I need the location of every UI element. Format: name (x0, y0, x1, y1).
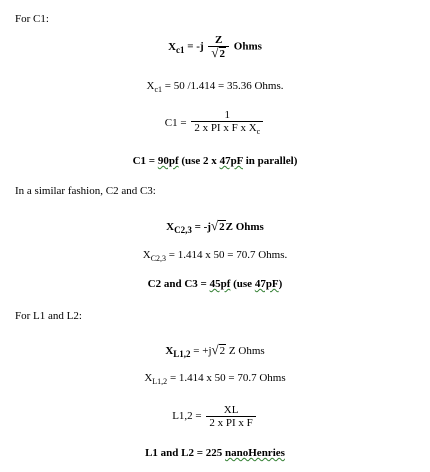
equation-xc23-formula: $X_{C2,3} = -j√2Z$ Ohms (166, 218, 264, 235)
equation-xl12-formula: $X_{L1,2} = +j√2$ Z Ohms (165, 342, 265, 359)
unit-ohms: Ohms (233, 40, 262, 53)
c2-c3-result: C2 and C3 = 45pf (use 47pF) (147, 278, 283, 290)
equation-l12-formula: L1,2 = $\frac{XL}{\text{2 x PI x F}}$ (0, 404, 430, 429)
l1-l2-result: L1 and L2 = 225 nanoHenries (145, 447, 285, 459)
heading-for-c1: For C1: (15, 13, 49, 25)
c1-fraction: $\frac{1}{2 x PI x F x X_c}$ (191, 109, 263, 138)
sqrt-2: √2 (210, 218, 225, 233)
sqrt-2-l: √2 (211, 342, 226, 357)
equation-xc1-formula (0, 34, 430, 60)
c1-result: C1 = 90pf (use 2 x 47pF in parallel) (132, 155, 298, 167)
heading-l1-l2: For L1 and L2: (15, 310, 82, 322)
heading-c2-c3: In a similar fashion, C2 and C3: (15, 185, 156, 197)
equation-c1-formula: C1 = $\frac{1}{2 x PI x F x X_c}$ (0, 109, 430, 138)
xc1-minus-j: = -j (184, 40, 204, 53)
equation-xc23-value: $X_{C2,3} = 1.414$ x 50 = 70.7 Ohms. (142, 249, 288, 263)
xc1-symbol: $X_{c1}$ (168, 40, 185, 55)
equation-xl12-value: $X_{L1,2} = 1.414$ x 50 = 70.7 Ohms (144, 372, 286, 386)
equation-xc1-value: $X_{c1} = 50$ /1.414 = 35.36 Ohms. (146, 80, 284, 94)
z-over-root2-fraction: $\frac{Z}{√2}$ (208, 34, 229, 60)
l12-fraction: $\frac{XL}{\text{2 x PI x F}}$ (206, 404, 255, 429)
